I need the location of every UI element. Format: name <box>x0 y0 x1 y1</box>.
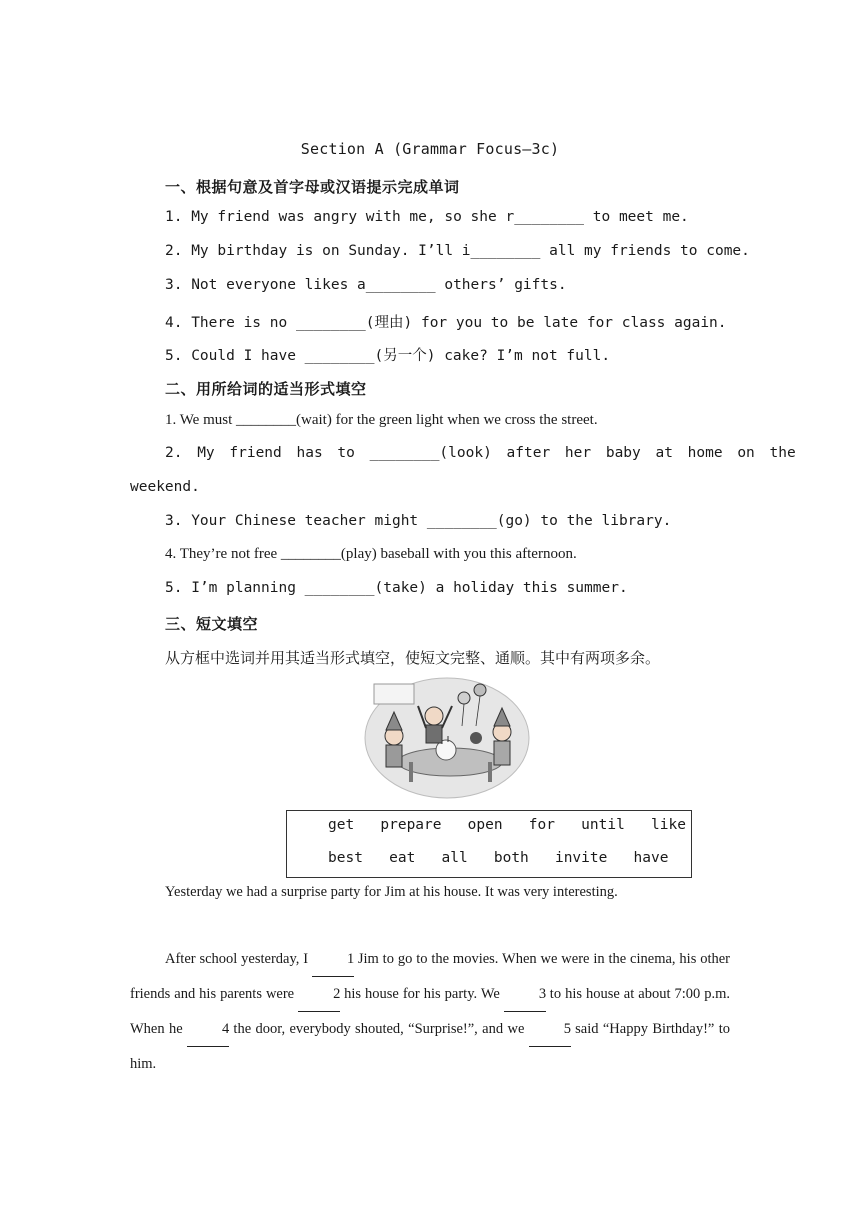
part2-item: 3. Your Chinese teacher might ________(go) to the library. <box>165 513 672 529</box>
part1-heading: 一、根据句意及首字母或汉语提示完成单词 <box>165 178 460 196</box>
part1-item: 3. Not everyone likes a________ others’ gifts. <box>165 277 567 293</box>
birthday-party-illustration <box>364 676 530 800</box>
word-bank-row: best eat all both invite have <box>328 850 669 866</box>
part1-item: 5. Could I have ________(另一个) cake? I’m not full. <box>165 348 611 364</box>
answer-blank[interactable]: 1 <box>312 942 354 977</box>
passage-paragraph: Yesterday we had a surprise party for Jim at his house. It was very interesting. <box>165 884 618 900</box>
word-bank-row: get prepare open for until like <box>328 817 686 833</box>
part2-item-continued: weekend. <box>130 479 200 495</box>
word-bank-box <box>286 810 692 878</box>
part1-item: 1. My friend was angry with me, so she r________ to meet me. <box>165 209 689 225</box>
part2-item: 2. My friend has to ________(look) after her baby at home on the <box>165 445 796 461</box>
part3-instruction: 从方框中选词并用其适当形式填空，使短文完整、通顺。其中有两项多余。 <box>165 649 661 667</box>
part3-heading: 三、短文填空 <box>165 615 259 633</box>
passage-text: Jim to go to the movies. When we were in the cinema, his other friends and his parents were <box>130 951 730 1002</box>
passage-paragraph <box>130 942 730 1081</box>
part1-item: 4. There is no ________(理由) for you to be late for class again. <box>165 315 727 331</box>
part2-item: 5. I’m planning ________(take) a holiday this summer. <box>165 580 628 596</box>
answer-blank[interactable]: 5 <box>529 1012 571 1047</box>
passage-text: the door, everybody shouted, “Surprise!”, and we <box>229 1021 529 1037</box>
passage-text: to his house at about 7:00 p.m. When he <box>130 986 731 1037</box>
answer-blank[interactable]: 2 <box>298 977 340 1012</box>
part2-item: 4. They’re not free ________(play) baseball with you this afternoon. <box>165 546 577 562</box>
part2-item: 1. We must ________(wait) for the green light when we cross the street. <box>165 412 598 428</box>
answer-blank[interactable]: 3 <box>504 977 546 1012</box>
page-title: Section A (Grammar Focus—3c) <box>300 140 560 158</box>
answer-blank[interactable]: 4 <box>187 1012 229 1047</box>
passage-text: said “Happy Birthday!” to him. <box>130 1021 730 1072</box>
part2-heading: 二、用所给词的适当形式填空 <box>165 380 367 398</box>
part1-item: 2. My birthday is on Sunday. I’ll i________ all my friends to come. <box>165 243 750 259</box>
passage-text: his house for his party. We <box>340 986 504 1002</box>
passage-text: After school yesterday, I <box>165 951 312 967</box>
